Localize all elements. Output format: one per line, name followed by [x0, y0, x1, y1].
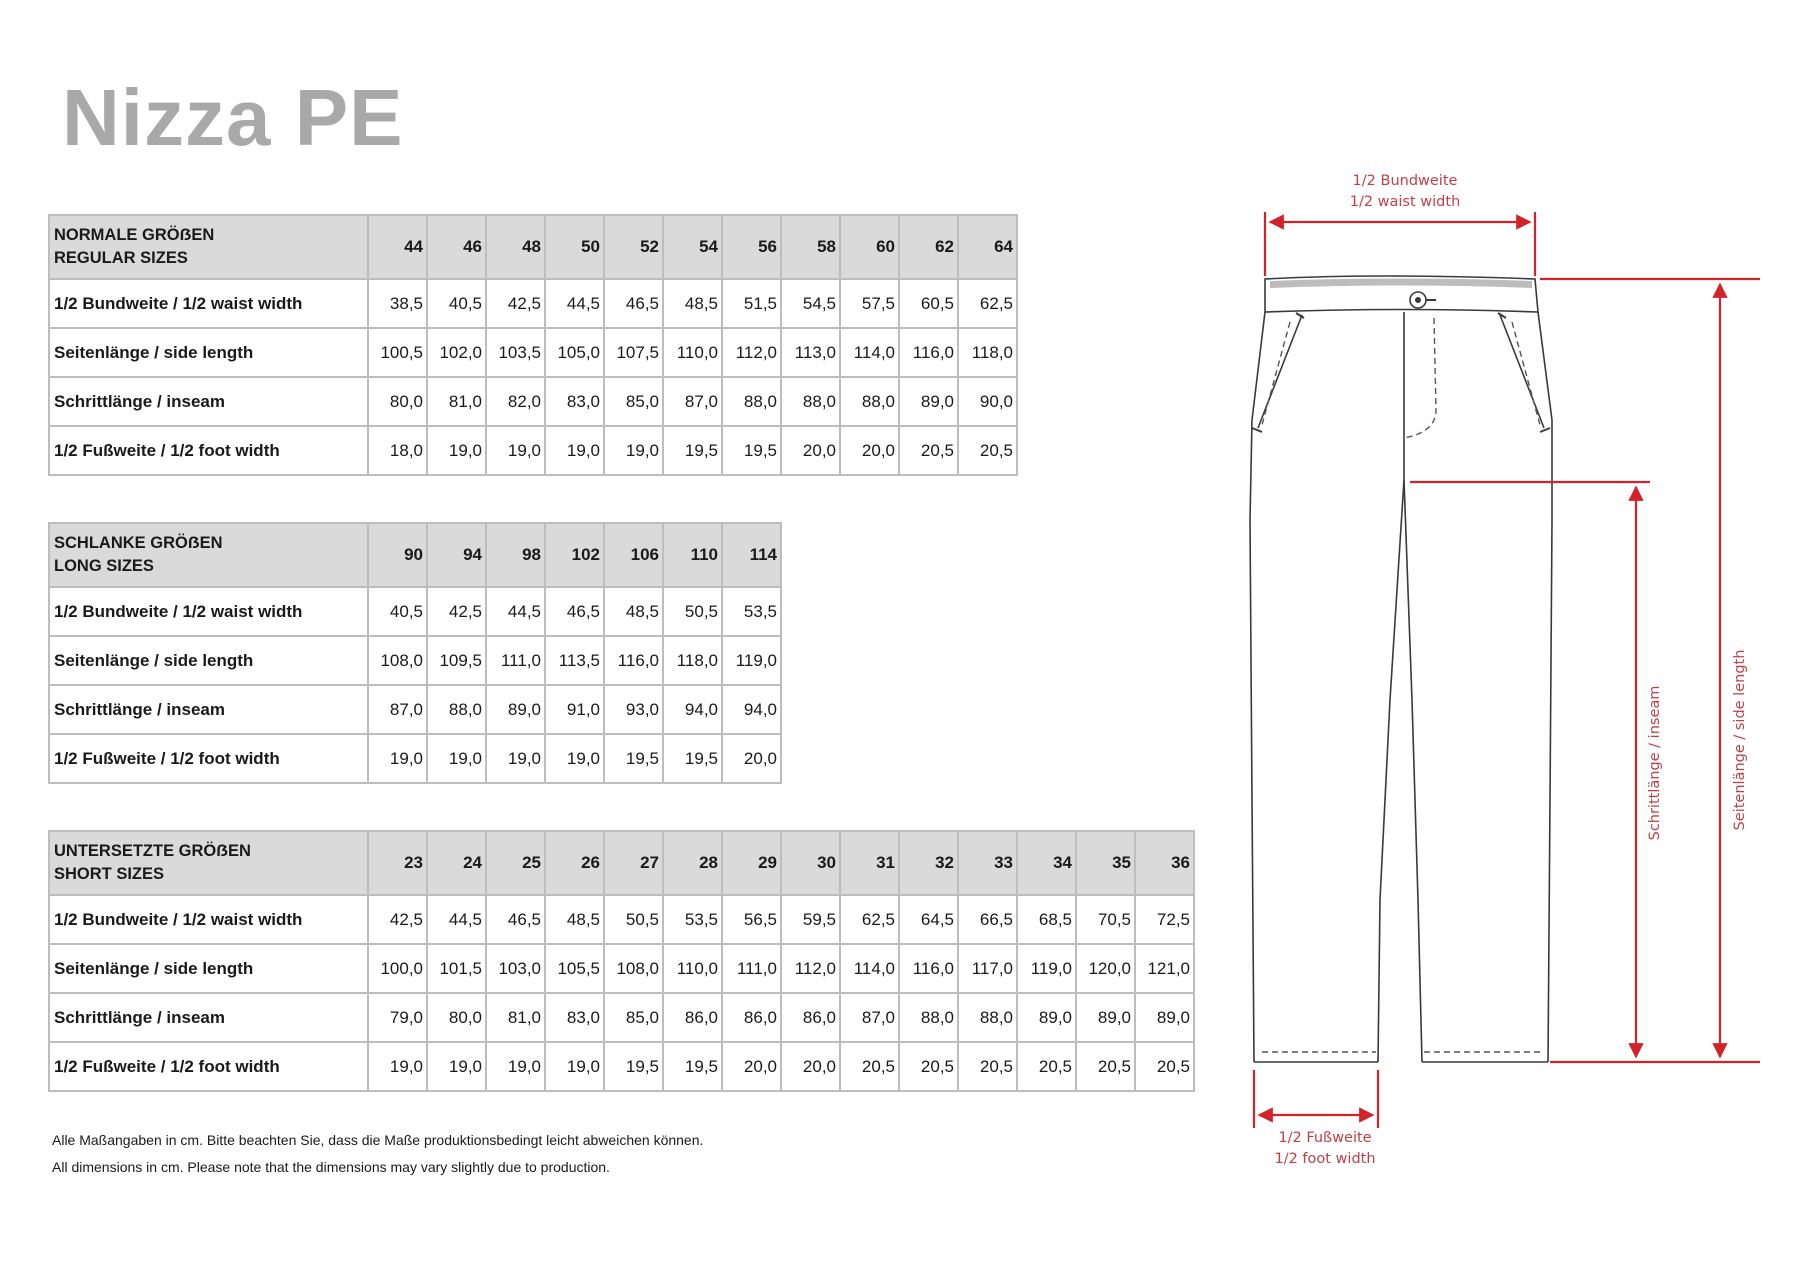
- measurement-cell: 20,0: [781, 1042, 840, 1091]
- measure-foot-width-arrow: [1254, 1070, 1378, 1128]
- size-header-cell: 102: [545, 523, 604, 587]
- measurement-cell: 89,0: [486, 685, 545, 734]
- size-header-cell: 23: [368, 831, 427, 895]
- measurement-cell: 105,0: [545, 328, 604, 377]
- measurement-cell: 20,0: [840, 426, 899, 475]
- size-header-cell: 30: [781, 831, 840, 895]
- measurement-cell: 20,5: [1076, 1042, 1135, 1091]
- measurement-cell: 20,0: [781, 426, 840, 475]
- measurement-cell: 114,0: [840, 944, 899, 993]
- size-header-cell: 24: [427, 831, 486, 895]
- size-header-cell: 26: [545, 831, 604, 895]
- size-header-cell: 29: [722, 831, 781, 895]
- size-header-cell: 62: [899, 215, 958, 279]
- size-header-cell: 52: [604, 215, 663, 279]
- row-label: Seitenlänge / side length: [49, 636, 368, 685]
- measurement-cell: 108,0: [604, 944, 663, 993]
- row-label: Seitenlänge / side length: [49, 944, 368, 993]
- measurement-cell: 88,0: [427, 685, 486, 734]
- side-length-label: Seitenlänge / side length: [1732, 649, 1748, 831]
- measurement-cell: 105,5: [545, 944, 604, 993]
- measurement-cell: 50,5: [604, 895, 663, 944]
- row-label: 1/2 Fußweite / 1/2 foot width: [49, 1042, 368, 1091]
- measurement-cell: 119,0: [722, 636, 781, 685]
- measurement-cell: 64,5: [899, 895, 958, 944]
- size-header-cell: 34: [1017, 831, 1076, 895]
- measurement-cell: 94,0: [722, 685, 781, 734]
- measurement-cell: 60,5: [899, 279, 958, 328]
- measurement-cell: 110,0: [663, 944, 722, 993]
- size-header-cell: 48: [486, 215, 545, 279]
- size-header-cell: 36: [1135, 831, 1194, 895]
- measurement-cell: 88,0: [840, 377, 899, 426]
- measurement-cell: 40,5: [427, 279, 486, 328]
- measurement-cell: 83,0: [545, 993, 604, 1042]
- measurement-cell: 20,5: [899, 1042, 958, 1091]
- measurement-cell: 19,5: [663, 1042, 722, 1091]
- measurement-cell: 20,5: [1135, 1042, 1194, 1091]
- measurement-cell: 46,5: [486, 895, 545, 944]
- measurement-cell: 19,5: [663, 426, 722, 475]
- header-line: NORMALE GRÖẞEN: [54, 226, 215, 244]
- measurement-cell: 48,5: [663, 279, 722, 328]
- measurement-cell: 48,5: [604, 587, 663, 636]
- measurement-cell: 85,0: [604, 377, 663, 426]
- measurement-cell: 20,0: [722, 734, 781, 783]
- measurement-cell: 116,0: [604, 636, 663, 685]
- measurement-cell: 86,0: [781, 993, 840, 1042]
- row-label: Schrittlänge / inseam: [49, 685, 368, 734]
- measurement-cell: 53,5: [663, 895, 722, 944]
- pants-outline: [1250, 276, 1552, 1062]
- measurement-cell: 44,5: [486, 587, 545, 636]
- measurement-cell: 19,0: [427, 734, 486, 783]
- measurement-cell: 46,5: [545, 587, 604, 636]
- measurement-cell: 103,5: [486, 328, 545, 377]
- size-header-cell: 114: [722, 523, 781, 587]
- size-header-cell: 64: [958, 215, 1017, 279]
- measurement-cell: 94,0: [663, 685, 722, 734]
- measurement-cell: 93,0: [604, 685, 663, 734]
- measure-inseam-arrow: [1410, 482, 1650, 1057]
- measurement-cell: 121,0: [1135, 944, 1194, 993]
- measurement-cell: 19,0: [486, 1042, 545, 1091]
- foot-width-label-en: 1/2 foot width: [1274, 1151, 1376, 1167]
- measurement-cell: 19,0: [368, 734, 427, 783]
- measurement-cell: 88,0: [781, 377, 840, 426]
- measurement-cell: 57,5: [840, 279, 899, 328]
- row-label: Schrittlänge / inseam: [49, 993, 368, 1042]
- size-header-cell: 25: [486, 831, 545, 895]
- measurement-cell: 20,0: [722, 1042, 781, 1091]
- size-header-cell: 31: [840, 831, 899, 895]
- measurement-cell: 79,0: [368, 993, 427, 1042]
- row-label: Schrittlänge / inseam: [49, 377, 368, 426]
- measurement-cell: 111,0: [486, 636, 545, 685]
- measurement-cell: 38,5: [368, 279, 427, 328]
- measurement-cell: 87,0: [840, 993, 899, 1042]
- page-title: Nizza PE: [62, 73, 404, 162]
- size-header-cell: 94: [427, 523, 486, 587]
- measurement-cell: 85,0: [604, 993, 663, 1042]
- measurement-cell: 53,5: [722, 587, 781, 636]
- measurement-cell: 107,5: [604, 328, 663, 377]
- size-header-cell: 98: [486, 523, 545, 587]
- size-header-cell: 46: [427, 215, 486, 279]
- measurement-cell: 101,5: [427, 944, 486, 993]
- measurement-cell: 116,0: [899, 328, 958, 377]
- size-header-cell: 50: [545, 215, 604, 279]
- measurement-cell: 19,0: [427, 1042, 486, 1091]
- header-line: REGULAR SIZES: [54, 249, 188, 267]
- size-header-cell: 33: [958, 831, 1017, 895]
- measurement-cell: 113,5: [545, 636, 604, 685]
- measurement-cell: 20,5: [840, 1042, 899, 1091]
- measurement-cell: 86,0: [722, 993, 781, 1042]
- waist-width-label-de: 1/2 Bundweite: [1352, 173, 1458, 189]
- measurement-cell: 89,0: [1076, 993, 1135, 1042]
- size-header-cell: 90: [368, 523, 427, 587]
- measurement-cell: 112,0: [722, 328, 781, 377]
- measurement-cell: 81,0: [427, 377, 486, 426]
- measure-waist-arrow: [1265, 212, 1535, 276]
- waist-width-label: [1335, 171, 1475, 213]
- size-header-cell: 60: [840, 215, 899, 279]
- measurement-cell: 48,5: [545, 895, 604, 944]
- measurement-cell: 40,5: [368, 587, 427, 636]
- measurement-cell: 87,0: [663, 377, 722, 426]
- measurement-cell: 20,5: [1017, 1042, 1076, 1091]
- measurement-cell: 102,0: [427, 328, 486, 377]
- measurement-cell: 112,0: [781, 944, 840, 993]
- measurement-cell: 44,5: [427, 895, 486, 944]
- measurement-cell: 46,5: [604, 279, 663, 328]
- pants-stitching: [1262, 318, 1544, 1052]
- measurement-cell: 118,0: [663, 636, 722, 685]
- measurement-cell: 109,5: [427, 636, 486, 685]
- measurement-cell: 118,0: [958, 328, 1017, 377]
- measurement-cell: 88,0: [722, 377, 781, 426]
- note-german: Alle Maßangaben in cm. Bitte beachten Sie, dass die Maße produktionsbedingt leicht abweichen können.: [52, 1132, 704, 1148]
- row-label: 1/2 Fußweite / 1/2 foot width: [49, 426, 368, 475]
- measurement-cell: 20,5: [899, 426, 958, 475]
- measurement-cell: 89,0: [899, 377, 958, 426]
- measurement-cell: 88,0: [958, 993, 1017, 1042]
- waist-width-label-en: 1/2 waist width: [1349, 194, 1461, 210]
- measurement-cell: 62,5: [840, 895, 899, 944]
- size-header-cell: 28: [663, 831, 722, 895]
- foot-width-label: [1255, 1128, 1395, 1170]
- measurement-cell: 19,5: [604, 1042, 663, 1091]
- measurement-cell: 54,5: [781, 279, 840, 328]
- measurement-cell: 42,5: [368, 895, 427, 944]
- measurement-cell: 62,5: [958, 279, 1017, 328]
- header-line: UNTERSETZTE GRÖẞEN: [54, 842, 251, 860]
- size-header-cell: 35: [1076, 831, 1135, 895]
- measurement-cell: 19,0: [486, 426, 545, 475]
- size-header-cell: 110: [663, 523, 722, 587]
- measurement-cell: 56,5: [722, 895, 781, 944]
- measurement-cell: 18,0: [368, 426, 427, 475]
- measurement-cell: 72,5: [1135, 895, 1194, 944]
- measurement-cell: 111,0: [722, 944, 781, 993]
- measurement-cell: 80,0: [368, 377, 427, 426]
- row-label: 1/2 Bundweite / 1/2 waist width: [49, 587, 368, 636]
- size-header-cell: 56: [722, 215, 781, 279]
- measurement-cell: 120,0: [1076, 944, 1135, 993]
- foot-width-label-de: 1/2 Fußweite: [1278, 1130, 1372, 1146]
- header-line: SHORT SIZES: [54, 865, 165, 883]
- measurement-cell: 19,0: [427, 426, 486, 475]
- header-line: SCHLANKE GRÖẞEN: [54, 534, 223, 552]
- measurement-cell: 19,0: [486, 734, 545, 783]
- measurement-cell: 83,0: [545, 377, 604, 426]
- measurement-cell: 90,0: [958, 377, 1017, 426]
- measurement-cell: 19,5: [722, 426, 781, 475]
- measurement-cell: 80,0: [427, 993, 486, 1042]
- measurement-cell: 117,0: [958, 944, 1017, 993]
- measurement-cell: 87,0: [368, 685, 427, 734]
- measurement-cell: 116,0: [899, 944, 958, 993]
- measurement-cell: 66,5: [958, 895, 1017, 944]
- measurement-cell: 81,0: [486, 993, 545, 1042]
- measurement-cell: 89,0: [1135, 993, 1194, 1042]
- measurement-cell: 113,0: [781, 328, 840, 377]
- size-header-cell: 106: [604, 523, 663, 587]
- measurement-cell: 20,5: [958, 426, 1017, 475]
- note-english: All dimensions in cm. Please note that the dimensions may vary slightly due to production.: [52, 1159, 610, 1175]
- row-label: Seitenlänge / side length: [49, 328, 368, 377]
- measurement-cell: 19,0: [545, 734, 604, 783]
- size-header-cell: 54: [663, 215, 722, 279]
- measurement-cell: 100,0: [368, 944, 427, 993]
- measurement-cell: 110,0: [663, 328, 722, 377]
- measurement-cell: 91,0: [545, 685, 604, 734]
- measurement-cell: 19,0: [545, 1042, 604, 1091]
- measurement-cell: 19,0: [368, 1042, 427, 1091]
- size-header-cell: 44: [368, 215, 427, 279]
- measurement-cell: 44,5: [545, 279, 604, 328]
- size-header-cell: 58: [781, 215, 840, 279]
- measurement-cell: 50,5: [663, 587, 722, 636]
- measurement-cell: 42,5: [486, 279, 545, 328]
- row-label: 1/2 Bundweite / 1/2 waist width: [49, 895, 368, 944]
- measurement-cell: 89,0: [1017, 993, 1076, 1042]
- measurement-cell: 86,0: [663, 993, 722, 1042]
- measurement-cell: 51,5: [722, 279, 781, 328]
- measurement-cell: 100,5: [368, 328, 427, 377]
- row-label: 1/2 Fußweite / 1/2 foot width: [49, 734, 368, 783]
- header-line: LONG SIZES: [54, 557, 154, 575]
- measurement-cell: 68,5: [1017, 895, 1076, 944]
- measurement-cell: 20,5: [958, 1042, 1017, 1091]
- measurement-cell: 19,0: [545, 426, 604, 475]
- measurement-cell: 19,5: [663, 734, 722, 783]
- measurement-cell: 119,0: [1017, 944, 1076, 993]
- measurement-cell: 19,5: [604, 734, 663, 783]
- measurement-cell: 88,0: [899, 993, 958, 1042]
- inseam-label: Schrittlänge / inseam: [1647, 685, 1663, 841]
- size-header-cell: 27: [604, 831, 663, 895]
- measurement-cell: 82,0: [486, 377, 545, 426]
- measurement-cell: 59,5: [781, 895, 840, 944]
- measurement-cell: 70,5: [1076, 895, 1135, 944]
- measurement-cell: 19,0: [604, 426, 663, 475]
- measurement-cell: 114,0: [840, 328, 899, 377]
- row-label: 1/2 Bundweite / 1/2 waist width: [49, 279, 368, 328]
- measurement-cell: 42,5: [427, 587, 486, 636]
- measurement-cell: 103,0: [486, 944, 545, 993]
- measurement-cell: 108,0: [368, 636, 427, 685]
- size-header-cell: 32: [899, 831, 958, 895]
